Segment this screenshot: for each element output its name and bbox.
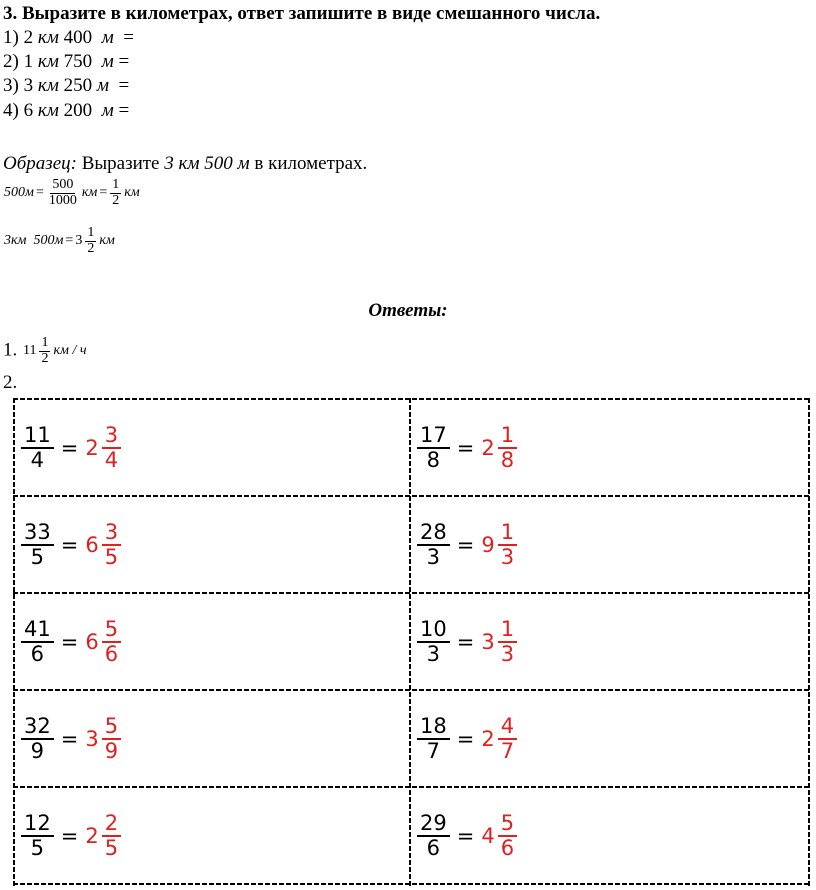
task-title: Выразите в километрах, ответ запишите в виде смешанного числа.	[22, 3, 601, 24]
example-line	[3, 153, 367, 175]
item-number: 4)	[3, 100, 19, 121]
conversion-equation	[417, 424, 517, 470]
formula-unit: км	[124, 185, 140, 201]
fraction-denominator: 5	[104, 835, 119, 860]
answer-1	[3, 336, 88, 366]
improper-fraction	[21, 715, 54, 761]
mixed-whole: 2	[481, 726, 495, 751]
fraction-numerator: 4	[498, 715, 517, 739]
conversion-equation	[21, 521, 121, 567]
answers-table	[12, 397, 812, 887]
mixed-whole: 6	[85, 629, 99, 654]
fraction-numerator: 500	[52, 177, 74, 192]
equals-sign: =	[456, 532, 475, 557]
example-text-before: Выразите	[81, 153, 160, 174]
example-value: 3 км 500 м	[164, 153, 250, 174]
fraction-denominator: 6	[426, 835, 441, 860]
example-formula-2	[3, 226, 116, 256]
fraction-denominator: 6	[30, 641, 45, 666]
equals-sign: =	[60, 823, 79, 848]
fraction-denominator: 4	[104, 447, 119, 472]
item-number: 3)	[3, 75, 19, 96]
fraction-denominator: 7	[426, 738, 441, 763]
fraction-numerator: 32	[21, 715, 54, 739]
fraction-numerator: 17	[417, 424, 450, 448]
formula-eq: =	[65, 233, 74, 249]
conversion-equation	[417, 618, 517, 664]
mixed-whole: 2	[85, 823, 99, 848]
improper-fraction	[417, 618, 450, 664]
fraction-denominator: 3	[426, 641, 441, 666]
table-cell	[417, 496, 797, 593]
fraction-numerator: 1	[112, 177, 120, 192]
formula-unit: км	[81, 185, 98, 201]
formula-fraction	[38, 336, 51, 366]
mixed-whole: 3	[85, 726, 99, 751]
equals-sign: =	[60, 532, 79, 557]
fraction-denominator: 7	[500, 738, 515, 763]
item-m-unit: м	[96, 75, 109, 96]
fraction-numerator: 28	[417, 521, 450, 545]
table-cell	[21, 593, 401, 690]
item-km-value: 2	[23, 27, 34, 48]
item-m-value: 400	[63, 27, 93, 48]
improper-fraction	[21, 618, 54, 664]
fraction-denominator: 3	[426, 544, 441, 569]
mixed-fraction	[102, 812, 121, 858]
fraction-numerator: 3	[102, 521, 121, 545]
item-eq: =	[118, 100, 130, 121]
fraction-denominator: 8	[500, 447, 515, 472]
item-km-value: 3	[23, 75, 34, 96]
fraction-denominator: 6	[500, 835, 515, 860]
table-cell	[417, 787, 797, 884]
improper-fraction	[21, 424, 54, 470]
item-km-unit: км	[37, 27, 59, 48]
equals-sign: =	[456, 629, 475, 654]
mixed-fraction	[102, 521, 121, 567]
fraction-numerator: 1	[41, 335, 49, 350]
fraction-denominator: 9	[104, 738, 119, 763]
formula-lhs: 3км 500м	[4, 233, 64, 249]
task-item	[3, 27, 134, 49]
fraction-numerator: 33	[21, 521, 54, 545]
equals-sign: =	[456, 823, 475, 848]
fraction-numerator: 1	[498, 424, 517, 448]
conversion-equation	[21, 618, 121, 664]
table-cell	[21, 399, 401, 496]
fraction-denominator: 5	[30, 544, 45, 569]
answer-2-label: 2.	[3, 372, 18, 393]
item-m-unit: м	[101, 51, 114, 72]
mixed-fraction	[102, 715, 121, 761]
improper-fraction	[417, 424, 450, 470]
table-cell	[21, 690, 401, 787]
formula-unit: км / ч	[53, 343, 87, 359]
formula-unit: км	[99, 233, 115, 249]
equals-sign: =	[456, 726, 475, 751]
item-number: 1)	[3, 27, 19, 48]
conversion-equation	[417, 521, 517, 567]
conversion-equation	[417, 715, 517, 761]
table-cell	[417, 399, 797, 496]
equals-sign: =	[60, 629, 79, 654]
conversion-equation	[21, 715, 121, 761]
mixed-fraction	[498, 812, 517, 858]
item-m-value: 750	[63, 51, 93, 72]
fraction-numerator: 2	[102, 812, 121, 836]
task-item	[3, 75, 129, 97]
fraction-denominator: 6	[104, 641, 119, 666]
fraction-numerator: 18	[417, 715, 450, 739]
table-cell	[417, 690, 797, 787]
equals-sign: =	[456, 435, 475, 460]
fraction-numerator: 41	[21, 618, 54, 642]
item-km-unit: км	[37, 100, 59, 121]
fraction-denominator: 3	[500, 544, 515, 569]
mixed-whole: 9	[481, 532, 495, 557]
formula-fraction	[109, 178, 122, 208]
table-cell	[417, 593, 797, 690]
task-heading	[3, 3, 600, 25]
mixed-whole: 4	[481, 823, 495, 848]
task-number: 3.	[3, 3, 18, 24]
item-km-value: 6	[23, 100, 34, 121]
formula-eq: =	[99, 185, 108, 201]
equals-sign: =	[60, 726, 79, 751]
example-text-after: в километрах.	[254, 153, 368, 174]
fraction-denominator: 4	[30, 447, 45, 472]
item-m-unit: м	[101, 27, 114, 48]
formula-whole: 3	[75, 233, 83, 249]
formula-fraction	[46, 178, 80, 208]
mixed-fraction	[102, 424, 121, 470]
item-eq: =	[123, 27, 134, 48]
item-eq: =	[118, 51, 130, 72]
mixed-fraction	[498, 618, 517, 664]
table-cell	[21, 496, 401, 593]
mixed-whole: 6	[85, 532, 99, 557]
improper-fraction	[417, 521, 450, 567]
formula-eq: =	[35, 185, 44, 201]
mixed-fraction	[498, 424, 517, 470]
fraction-denominator: 1000	[48, 192, 77, 208]
fraction-numerator: 3	[102, 424, 121, 448]
fraction-numerator: 11	[21, 424, 54, 448]
fraction-numerator: 12	[21, 812, 54, 836]
item-km-unit: км	[37, 51, 59, 72]
mixed-whole: 2	[85, 435, 99, 460]
example-label: Образец:	[3, 153, 77, 174]
item-eq: =	[118, 75, 130, 96]
mixed-fraction	[498, 715, 517, 761]
fraction-numerator: 5	[102, 715, 121, 739]
answer-1-formula	[22, 336, 88, 366]
fraction-denominator: 2	[41, 350, 49, 366]
formula-fraction	[84, 226, 97, 256]
table-cell	[21, 787, 401, 884]
item-m-value: 250	[63, 75, 93, 96]
mixed-fraction	[102, 618, 121, 664]
conversion-equation	[21, 812, 121, 858]
conversion-equation	[21, 424, 121, 470]
fraction-numerator: 10	[417, 618, 450, 642]
improper-fraction	[21, 812, 54, 858]
fraction-denominator: 5	[104, 544, 119, 569]
item-m-unit: м	[101, 100, 114, 121]
item-km-value: 1	[23, 51, 34, 72]
task-item	[3, 51, 129, 73]
fraction-denominator: 8	[426, 447, 441, 472]
mixed-whole: 3	[481, 629, 495, 654]
fraction-numerator: 29	[417, 812, 450, 836]
fraction-denominator: 2	[87, 240, 95, 256]
fraction-numerator: 5	[102, 618, 121, 642]
fraction-denominator: 9	[30, 738, 45, 763]
example-formula-1	[3, 178, 141, 208]
formula-lhs: 500м	[4, 185, 34, 201]
task-item	[3, 100, 129, 122]
fraction-denominator: 5	[30, 835, 45, 860]
mixed-fraction	[498, 521, 517, 567]
fraction-numerator: 1	[498, 521, 517, 545]
answers-heading: Ответы:	[368, 300, 448, 321]
improper-fraction	[21, 521, 54, 567]
answer-label: 1.	[3, 339, 18, 361]
mixed-whole: 2	[481, 435, 495, 460]
fraction-numerator: 5	[498, 812, 517, 836]
fraction-numerator: 1	[498, 618, 517, 642]
fraction-denominator: 3	[500, 641, 515, 666]
item-number: 2)	[3, 51, 19, 72]
conversion-equation	[417, 812, 517, 858]
fraction-denominator: 2	[112, 192, 120, 208]
item-km-unit: км	[37, 75, 59, 96]
improper-fraction	[417, 812, 450, 858]
equals-sign: =	[60, 435, 79, 460]
formula-whole: 11	[23, 343, 37, 359]
improper-fraction	[417, 715, 450, 761]
fraction-numerator: 1	[87, 225, 95, 240]
item-m-value: 200	[63, 100, 93, 121]
